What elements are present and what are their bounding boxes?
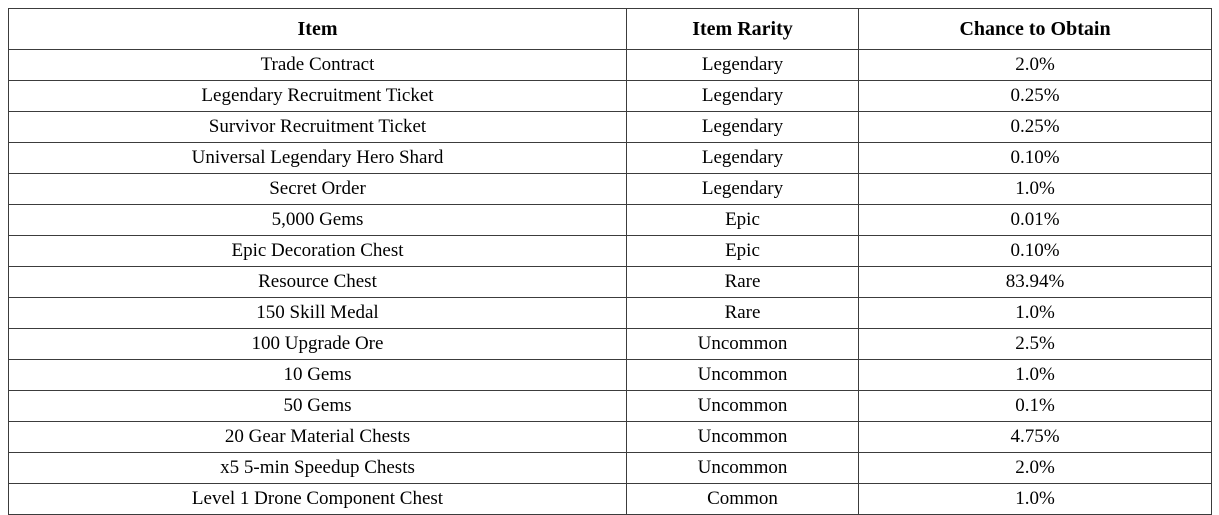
- item-name-cell: Resource Chest: [9, 267, 627, 298]
- table-row: [9, 205, 1212, 236]
- item-rarity-cell: Uncommon: [627, 422, 859, 453]
- chance-to-obtain-cell: 2.5%: [859, 329, 1212, 360]
- table-row: [9, 391, 1212, 422]
- chance-to-obtain-cell: 0.1%: [859, 391, 1212, 422]
- chance-to-obtain-cell: 1.0%: [859, 360, 1212, 391]
- table-row: [9, 329, 1212, 360]
- table-row: [9, 360, 1212, 391]
- column-header-item: Item: [9, 9, 627, 50]
- chance-to-obtain-cell: 0.25%: [859, 81, 1212, 112]
- column-header-item-rarity: Item Rarity: [627, 9, 859, 50]
- item-rarity-cell: Epic: [627, 236, 859, 267]
- item-rarity-cell: Uncommon: [627, 360, 859, 391]
- item-rarity-cell: Legendary: [627, 81, 859, 112]
- item-name-cell: 150 Skill Medal: [9, 298, 627, 329]
- chance-to-obtain-cell: 0.10%: [859, 143, 1212, 174]
- chance-to-obtain-cell: 4.75%: [859, 422, 1212, 453]
- item-name-cell: Trade Contract: [9, 50, 627, 81]
- chance-to-obtain-cell: 1.0%: [859, 174, 1212, 205]
- item-rarity-cell: Common: [627, 484, 859, 515]
- chance-to-obtain-cell: 0.10%: [859, 236, 1212, 267]
- table-row: [9, 143, 1212, 174]
- chance-to-obtain-cell: 1.0%: [859, 484, 1212, 515]
- item-name-cell: Survivor Recruitment Ticket: [9, 112, 627, 143]
- item-name-cell: 50 Gems: [9, 391, 627, 422]
- chance-to-obtain-cell: 0.01%: [859, 205, 1212, 236]
- chance-to-obtain-cell: 2.0%: [859, 453, 1212, 484]
- item-rarity-cell: Legendary: [627, 143, 859, 174]
- loot-table: [8, 8, 1212, 515]
- item-name-cell: Universal Legendary Hero Shard: [9, 143, 627, 174]
- chance-to-obtain-cell: 1.0%: [859, 298, 1212, 329]
- item-rarity-cell: Legendary: [627, 112, 859, 143]
- item-name-cell: 10 Gems: [9, 360, 627, 391]
- item-name-cell: Epic Decoration Chest: [9, 236, 627, 267]
- table-row: [9, 484, 1212, 515]
- item-rarity-cell: Uncommon: [627, 453, 859, 484]
- item-name-cell: Legendary Recruitment Ticket: [9, 81, 627, 112]
- table-header-row: [9, 9, 1212, 50]
- chance-to-obtain-cell: 2.0%: [859, 50, 1212, 81]
- item-name-cell: x5 5-min Speedup Chests: [9, 453, 627, 484]
- table-row: [9, 267, 1212, 298]
- table-row: [9, 422, 1212, 453]
- table-row: [9, 50, 1212, 81]
- item-name-cell: 5,000 Gems: [9, 205, 627, 236]
- table-row: [9, 236, 1212, 267]
- item-name-cell: 20 Gear Material Chests: [9, 422, 627, 453]
- table-row: [9, 298, 1212, 329]
- item-name-cell: Level 1 Drone Component Chest: [9, 484, 627, 515]
- table-row: [9, 174, 1212, 205]
- table-row: [9, 81, 1212, 112]
- table-body: [9, 50, 1212, 515]
- column-header-chance-to-obtain: Chance to Obtain: [859, 9, 1212, 50]
- item-name-cell: Secret Order: [9, 174, 627, 205]
- chance-to-obtain-cell: 0.25%: [859, 112, 1212, 143]
- table-row: [9, 112, 1212, 143]
- item-rarity-cell: Legendary: [627, 50, 859, 81]
- item-rarity-cell: Rare: [627, 267, 859, 298]
- item-rarity-cell: Rare: [627, 298, 859, 329]
- loot-table-container: [8, 8, 1211, 510]
- table-row: [9, 453, 1212, 484]
- item-rarity-cell: Legendary: [627, 174, 859, 205]
- table-header: [9, 9, 1212, 50]
- item-rarity-cell: Epic: [627, 205, 859, 236]
- item-rarity-cell: Uncommon: [627, 391, 859, 422]
- item-name-cell: 100 Upgrade Ore: [9, 329, 627, 360]
- item-rarity-cell: Uncommon: [627, 329, 859, 360]
- chance-to-obtain-cell: 83.94%: [859, 267, 1212, 298]
